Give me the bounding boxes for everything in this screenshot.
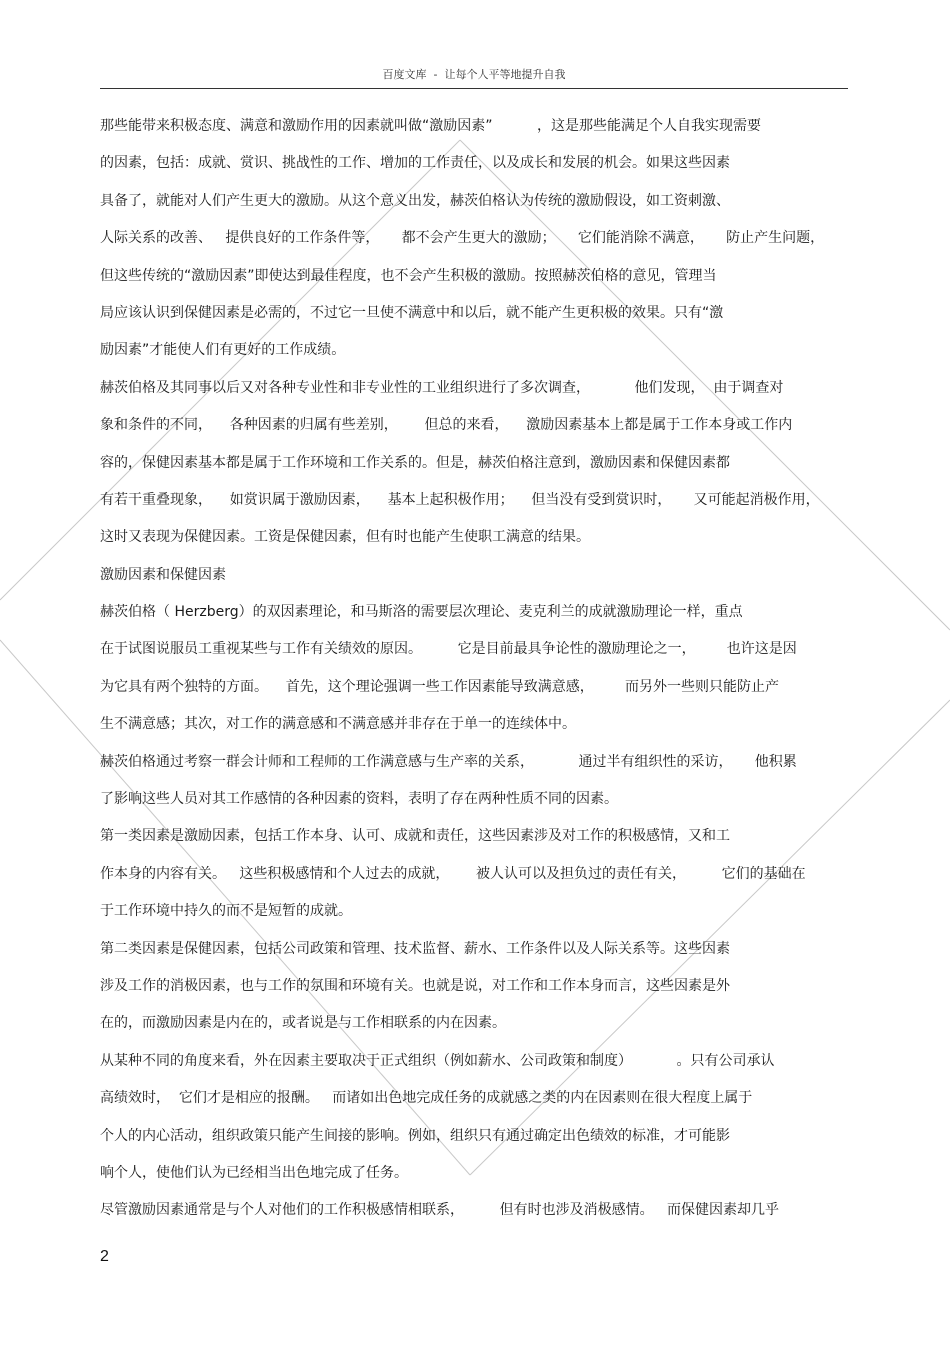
text-line: 在于试图说服员工重视某些与工作有关绩效的原因。 它是目前最具争论性的激励理论之一， 也许这是因 — [100, 641, 797, 658]
text-line: 励因素”才能使人们有更好的工作成绩。 — [100, 342, 346, 359]
text-line: 响个人，使他们认为已经相当出色地完成了任务。 — [100, 1164, 408, 1181]
text-line: 具备了，就能对人们产生更大的激励。从这个意义出发，赫茨伯格认为传统的激励假设，如工资刺激、 — [100, 192, 730, 209]
text-line: 于工作环境中持久的而不是短暂的成就。 — [100, 903, 352, 920]
text-line: 容的，保健因素基本都是属于工作环境和工作关系的。但是，赫茨伯格注意到，激励因素和保健因素都 — [100, 454, 730, 471]
text-line: 第二类因素是保健因素，包括公司政策和管理、技术监督、薪水、工作条件以及人际关系等。这些因素 — [100, 940, 730, 957]
text-line: 象和条件的不同， 各种因素的归属有些差别， 但总的来看， 激励因素基本上都是属于工作本身或工作内 — [100, 417, 793, 434]
page-number: 2 — [100, 1248, 109, 1265]
text-line: 激励因素和保健因素 — [100, 566, 226, 583]
page-header: 百度文库 - 让每个人平等地提升自我 — [100, 66, 848, 89]
text-line: 赫茨伯格（ Herzberg）的双因素理论，和马斯洛的需要层次理论、麦克利兰的成就激励理论一样，重点 — [100, 604, 743, 621]
text-line: 涉及工作的消极因素，也与工作的氛围和环境有关。也就是说，对工作和工作本身而言，这些因素是外 — [100, 977, 730, 994]
document-body — [100, 108, 848, 1230]
text-line: 有若干重叠现象， 如赏识属于激励因素， 基本上起积极作用； 但当没有受到赏识时， 又可能起消极作用， — [100, 491, 820, 508]
text-line: 在的，而激励因素是内在的，或者说是与工作相联系的内在因素。 — [100, 1015, 506, 1032]
text-line: 高绩效时， 它们才是相应的报酬。 而诸如出色地完成任务的成就感之类的内在因素则在很大程度上属于 — [100, 1090, 753, 1107]
text-line: 人际关系的改善、 提供良好的工作条件等， 都不会产生更大的激励； 它们能消除不满意， 防止产生问题， — [100, 230, 825, 247]
text-line: 尽管激励因素通常是与个人对他们的工作积极感情相联系， 但有时也涉及消极感情。 而保健因素却几乎 — [100, 1202, 779, 1219]
text-line: 个人的内心活动，组织政策只能产生间接的影响。例如，组织只有通过确定出色绩效的标准，才可能影 — [100, 1127, 730, 1144]
text-line: 作本身的内容有关。 这些积极感情和个人过去的成就， 被人认可以及担负过的责任有关， 它们的基础在 — [100, 865, 806, 882]
text-line: 这时又表现为保健因素。工资是保健因素，但有时也能产生使职工满意的结果。 — [100, 529, 590, 546]
text-line: 那些能带来积极态度、满意和激励作用的因素就叫做“激励因素” ，这是那些能满足个人自我实现需要 — [100, 118, 762, 134]
text-line: 生不满意感；其次，对工作的满意感和不满意感并非存在于单一的连续体中。 — [100, 716, 576, 733]
text-line: 从某种不同的角度来看，外在因素主要取决于正式组织（例如薪水、公司政策和制度） 。只有公司承认 — [100, 1052, 775, 1069]
text-line: 为它具有两个独特的方面。 首先，这个理论强调一些工作因素能导致满意感， 而另外一些则只能防止产 — [100, 678, 779, 695]
text-line: 赫茨伯格通过考察一群会计师和工程师的工作满意感与生产率的关系， 通过半有组织性的采访， 他积累 — [100, 753, 797, 770]
text-line: 局应该认识到保健因素是必需的，不过它一旦使不满意中和以后，就不能产生更积极的效果。只有“激 — [100, 304, 724, 321]
text-line: 赫茨伯格及其同事以后又对各种专业性和非专业性的工业组织进行了多次调查， 他们发现， 由于调查对 — [100, 379, 784, 396]
text-line: 了影响这些人员对其工作感情的各种因素的资料，表明了存在两种性质不同的因素。 — [100, 791, 618, 808]
text-line: 但这些传统的“激励因素”即使达到最佳程度，也不会产生积极的激励。按照赫茨伯格的意见，管理当 — [100, 267, 717, 284]
text-line: 的因素，包括：成就、赏识、挑战性的工作、增加的工作责任，以及成长和发展的机会。如果这些因素 — [100, 155, 730, 172]
text-line: 第一类因素是激励因素，包括工作本身、认可、成就和责任，这些因素涉及对工作的积极感情，又和工 — [100, 828, 730, 845]
